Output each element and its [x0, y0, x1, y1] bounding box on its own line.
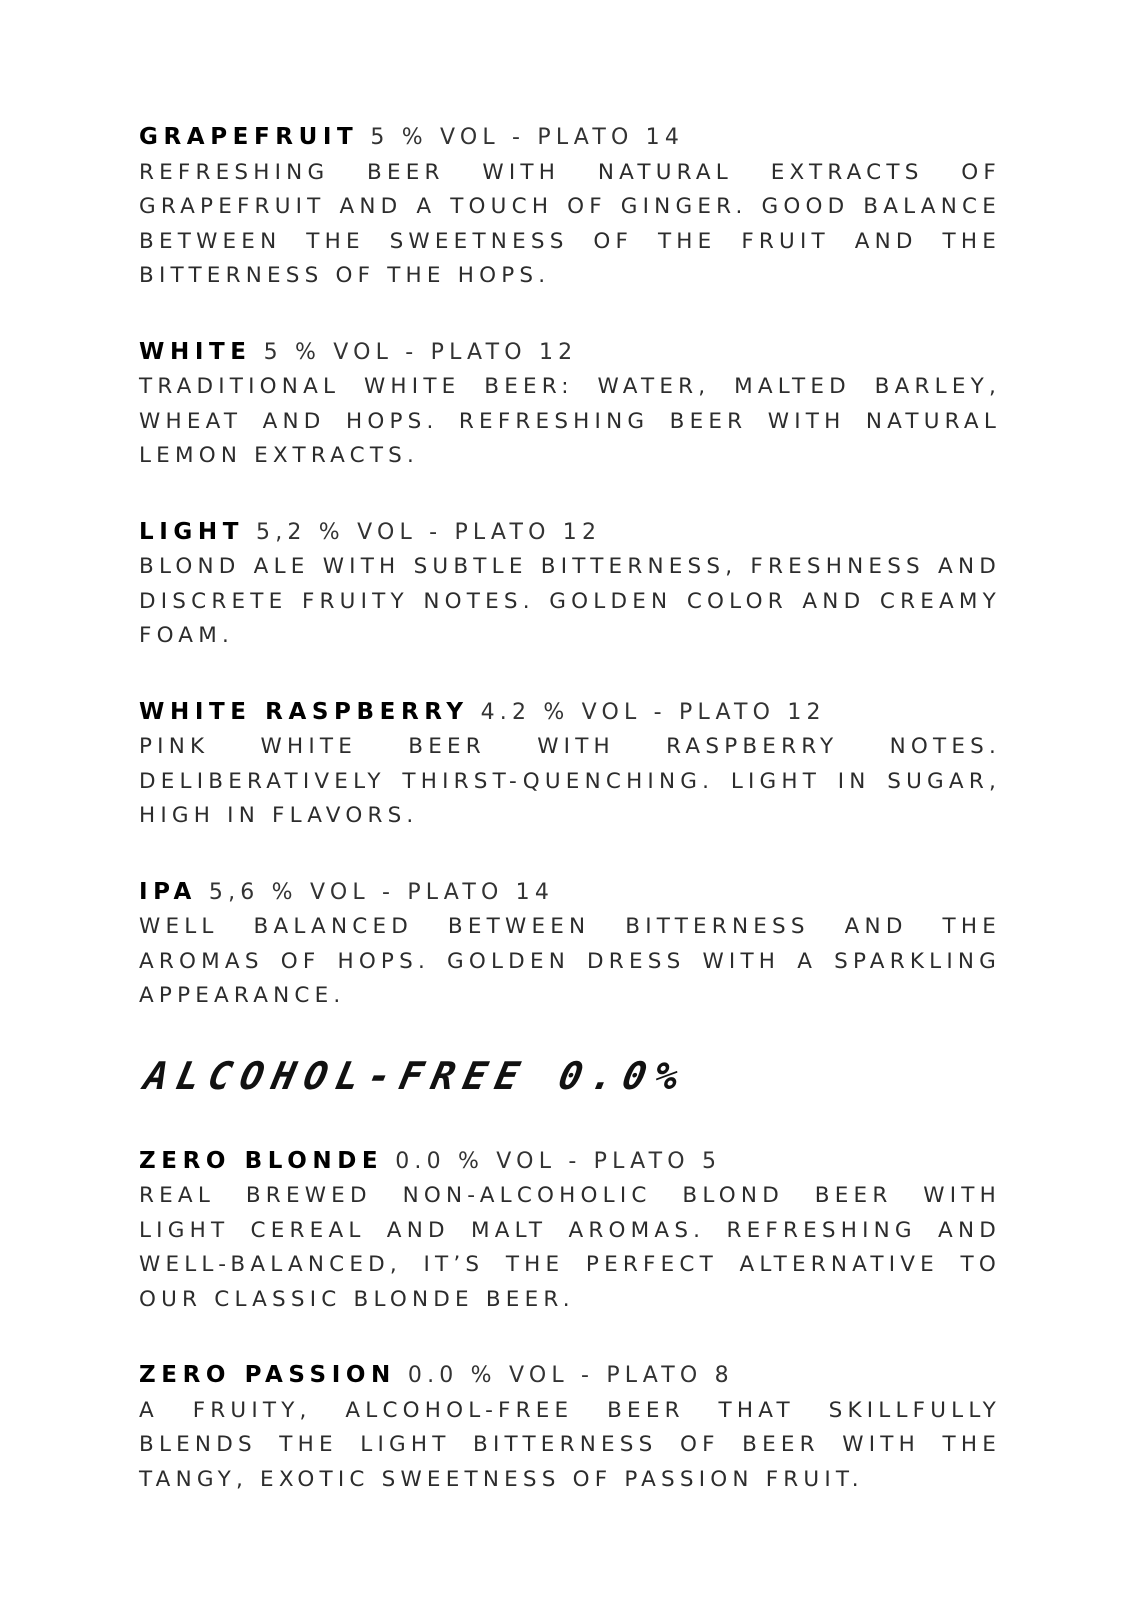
beer-heading	[139, 335, 1001, 371]
beer-spec: 0.0 % VOL - PLATO 5	[395, 1148, 722, 1174]
beer-item-zero-passion	[139, 1358, 1001, 1497]
beer-menu-page	[139, 120, 1001, 1497]
beer-spec: 5,6 % VOL - PLATO 14	[208, 879, 555, 905]
beer-item-ipa	[139, 875, 1001, 1014]
beer-spec: 5,2 % VOL - PLATO 12	[256, 519, 602, 545]
beer-heading	[139, 695, 1001, 731]
beer-description: WELL BALANCED BETWEEN BITTERNESS AND THE AROMAS OF HOPS. GOLDEN DRESS WITH A SPARKLING APPEARANCE.	[139, 914, 1001, 1008]
beer-heading	[139, 1358, 1001, 1394]
beer-name: WHITE	[139, 338, 252, 365]
beer-spec: 5 % VOL - PLATO 14	[370, 125, 685, 150]
beer-name: LIGHT	[139, 518, 245, 545]
beer-item-light	[139, 515, 1001, 654]
beer-item-grapefruit	[139, 120, 1001, 294]
beer-spec: 4.2 % VOL - PLATO 12	[480, 699, 826, 725]
beer-item-white	[139, 335, 1001, 474]
beer-description: A FRUITY, ALCOHOL-FREE BEER THAT SKILLFULLY BLENDS THE LIGHT BITTERNESS OF BEER WITH THE TANGY, EXOTIC SWEETNESS OF PASSION FRUIT.	[139, 1397, 1001, 1492]
beer-spec: 0.0 % VOL - PLATO 8	[407, 1363, 734, 1388]
beer-heading	[139, 515, 1001, 551]
section-title-alcohol-free: ALCOHOL-FREE 0.0%	[140, 1053, 692, 1098]
beer-heading	[139, 875, 1001, 911]
beer-item-white-raspberry	[139, 695, 1001, 834]
beer-item-zero-blonde	[139, 1144, 1001, 1318]
beer-name: ZERO PASSION	[139, 1362, 396, 1388]
beer-name: GRAPEFRUIT	[139, 124, 359, 150]
beer-description: TRADITIONAL WHITE BEER: WATER, MALTED BARLEY, WHEAT AND HOPS. REFRESHING BEER WITH NATURAL LEMON EXTRACTS.	[139, 374, 1001, 468]
beer-description: BLOND ALE WITH SUBTLE BITTERNESS, FRESHNESS AND DISCRETE FRUITY NOTES. GOLDEN COLOR AND CREAMY FOAM.	[139, 554, 1001, 648]
beer-name: IPA	[139, 878, 197, 905]
beer-heading	[139, 120, 1001, 156]
beer-description: REAL BREWED NON-ALCOHOLIC BLOND BEER WITH LIGHT CEREAL AND MALT AROMAS. REFRESHING AND WELL-BALANCED, IT’S THE PERFECT ALTERNATIVE TO OUR CLASSIC BLONDE BEER.	[139, 1183, 1001, 1312]
beer-spec: 5 % VOL - PLATO 12	[263, 339, 578, 365]
beer-heading	[139, 1144, 1001, 1180]
beer-name: ZERO BLONDE	[139, 1147, 384, 1174]
beer-description: REFRESHING BEER WITH NATURAL EXTRACTS OF GRAPEFRUIT AND A TOUCH OF GINGER. GOOD BALANCE BETWEEN THE SWEETNESS OF THE FRUIT AND THE BITTERNESS OF THE HOPS.	[139, 159, 1001, 288]
beer-name: WHITE RASPBERRY	[139, 698, 469, 725]
beer-description: PINK WHITE BEER WITH RASPBERRY NOTES. DELIBERATIVELY THIRST-QUENCHING. LIGHT IN SUGAR, HIGH IN FLAVORS.	[139, 734, 1001, 828]
